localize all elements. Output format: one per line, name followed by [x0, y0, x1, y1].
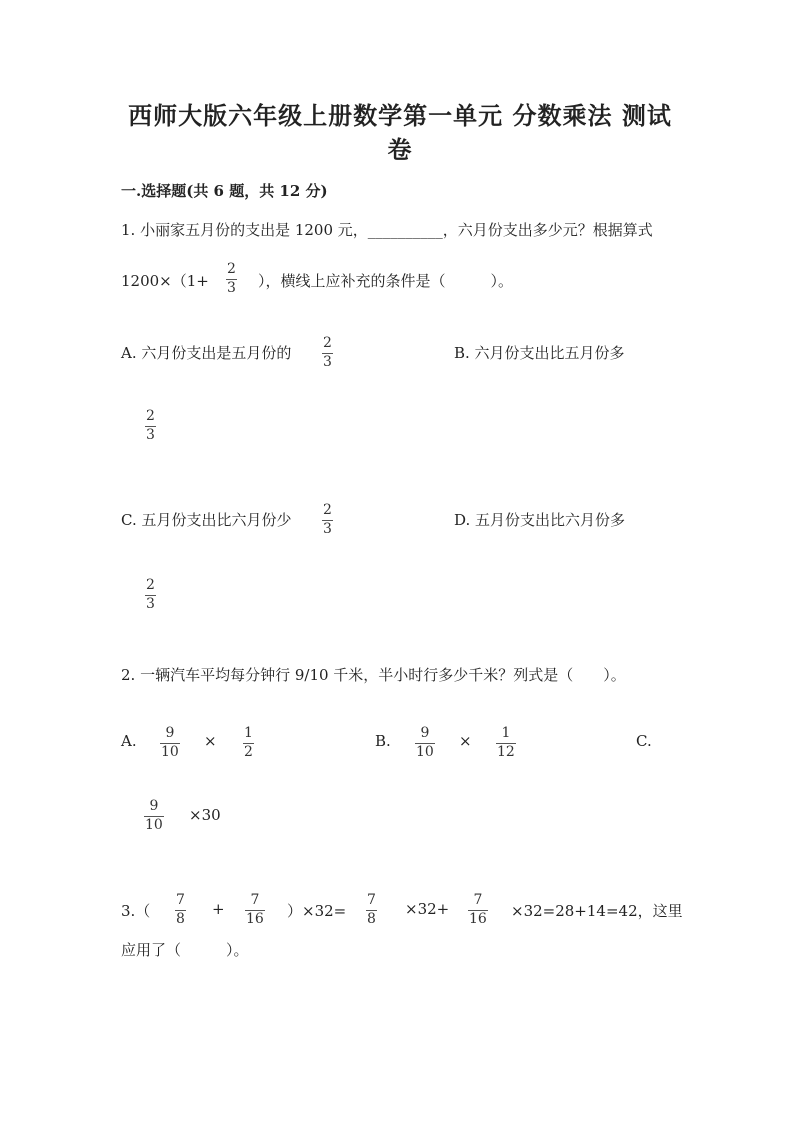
- q2-option-a-fraction2: [243, 726, 254, 760]
- fraction-numerator: 2: [323, 502, 332, 518]
- fraction-numerator: 2: [146, 408, 155, 424]
- fraction-denominator: 3: [146, 596, 155, 612]
- q2-option-a-fraction1: [160, 726, 180, 760]
- q1-stem-line1: 1. 小丽家五月份的支出是 1200 元，__________，六月份支出多少元？根据算式: [121, 221, 653, 239]
- q2-stem: 2. 一辆汽车平均每分钟行 9/10 千米，半小时行多少千米？列式是（ ）。: [121, 666, 626, 684]
- fraction-numerator: 9: [165, 725, 175, 741]
- fraction-numerator: 9: [420, 725, 430, 741]
- q2-option-c-label[interactable]: C.: [636, 732, 652, 750]
- fraction-denominator: 3: [146, 427, 155, 443]
- q1-stem-prefix: 1200×（1+: [121, 272, 209, 290]
- fraction-numerator: 9: [149, 798, 159, 814]
- q1-stem-suffix: ），横线上应补充的条件是（ ）。: [258, 272, 514, 290]
- fraction-numerator: 1: [244, 725, 253, 741]
- fraction-numerator: 1: [501, 725, 511, 741]
- q3-prefix: 3.（: [121, 902, 151, 920]
- q1-option-c-fraction: [322, 503, 333, 537]
- q2-option-a-label[interactable]: A.: [121, 732, 137, 750]
- q2-option-a-operator: ×: [204, 732, 217, 750]
- q3-mid1: ）×32=: [287, 902, 347, 920]
- q3-mid2: ×32+: [405, 900, 450, 918]
- q2-option-b-operator: ×: [459, 732, 472, 750]
- fraction-numerator: 7: [367, 892, 376, 908]
- fraction-denominator: 10: [416, 744, 434, 760]
- fraction-denominator: 8: [367, 911, 376, 927]
- q2-option-b-label[interactable]: B.: [375, 732, 391, 750]
- fraction-numerator: 7: [176, 892, 185, 908]
- q3-fraction1: [175, 893, 186, 927]
- q3-end: ×32=28+14=42，这里: [511, 902, 683, 920]
- fraction-denominator: 10: [161, 744, 179, 760]
- fraction-numerator: 2: [146, 577, 155, 593]
- fraction-denominator: 16: [469, 911, 487, 927]
- q3-fraction3: [366, 893, 377, 927]
- fraction-denominator: 16: [246, 911, 264, 927]
- q1-option-a[interactable]: A. 六月份支出是五月份的: [121, 344, 292, 362]
- fraction-denominator: 12: [497, 744, 515, 760]
- q1-option-c[interactable]: C. 五月份支出比六月份少: [121, 511, 292, 529]
- fraction-denominator: 3: [323, 521, 332, 537]
- q1-option-b-fraction: [145, 409, 156, 443]
- fraction-numerator: 2: [227, 261, 236, 277]
- fraction-numerator: 2: [323, 335, 332, 351]
- q2-option-c-suffix: ×30: [189, 806, 221, 824]
- q1-option-a-fraction: [322, 336, 333, 370]
- q2-option-b-fraction2: [496, 726, 516, 760]
- q1-option-d[interactable]: D. 五月份支出比六月份多: [454, 511, 626, 529]
- fraction-denominator: 10: [145, 817, 163, 833]
- page-title-continued: 卷: [387, 135, 413, 164]
- q3-fraction4: [468, 893, 488, 927]
- fraction-denominator: 3: [323, 354, 332, 370]
- section-heading: 一.选择题(共 6 题，共 12 分): [121, 182, 328, 200]
- fraction-denominator: 8: [176, 911, 185, 927]
- fraction-denominator: 2: [244, 744, 253, 760]
- q2-option-b-fraction1: [415, 726, 435, 760]
- q2-option-c-fraction: [144, 799, 164, 833]
- fraction-denominator: 3: [227, 280, 236, 296]
- q1-option-d-fraction: [145, 578, 156, 612]
- q1-stem-fraction: [226, 262, 237, 296]
- fraction-numerator: 7: [473, 892, 483, 908]
- q3-line2: 应用了（ ）。: [121, 941, 249, 959]
- page-title: 西师大版六年级上册数学第一单元 分数乘法 测试: [128, 101, 672, 130]
- fraction-numerator: 7: [250, 892, 260, 908]
- q3-plus: +: [212, 900, 225, 918]
- q1-option-b[interactable]: B. 六月份支出比五月份多: [454, 344, 625, 362]
- q3-fraction2: [245, 893, 265, 927]
